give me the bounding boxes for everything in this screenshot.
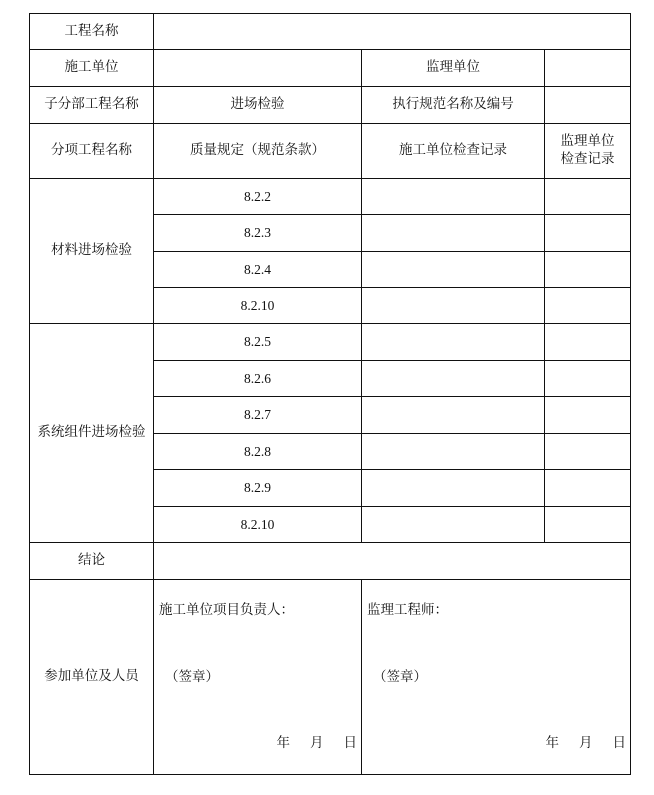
construction-record-cell[interactable] (362, 324, 545, 361)
construction-date-line (257, 735, 358, 753)
table-row (30, 324, 631, 361)
supervision-unit-field[interactable] (545, 50, 631, 87)
clause-cell: 8.2.7 (154, 397, 362, 434)
subproject-name-label: 子分部工程名称 (30, 87, 154, 124)
construction-record-cell[interactable] (362, 434, 545, 470)
project-name-field[interactable] (154, 14, 631, 50)
clause-cell: 8.2.2 (154, 179, 362, 215)
quality-rule-header: 质量规定（规范条款） (154, 124, 362, 179)
table-row (30, 179, 631, 215)
clause-cell: 8.2.9 (154, 470, 362, 507)
supervision-date-line (526, 735, 627, 753)
supervision-record-cell[interactable] (545, 434, 631, 470)
construction-manager-label: 施工单位项目负责人： (159, 602, 294, 618)
supervision-seal-label: （签章） (373, 669, 427, 685)
construction-record-header: 施工单位检查记录 (362, 124, 545, 179)
clause-cell: 8.2.10 (154, 507, 362, 543)
clause-cell: 8.2.3 (154, 215, 362, 252)
group-name-components: 系统组件进场检验 (30, 324, 154, 543)
supervision-record-cell[interactable] (545, 324, 631, 361)
participants-row (30, 580, 631, 775)
construction-unit-label: 施工单位 (30, 50, 154, 87)
construction-record-cell[interactable] (362, 361, 545, 397)
construction-record-cell[interactable] (362, 397, 545, 434)
inspection-table (29, 13, 631, 775)
units-row (30, 50, 631, 87)
month-label: 月 (310, 735, 324, 751)
supervision-record-cell[interactable] (545, 215, 631, 252)
construction-record-cell[interactable] (362, 252, 545, 288)
construction-unit-field[interactable] (154, 50, 362, 87)
construction-record-cell[interactable] (362, 288, 545, 324)
month-label: 月 (579, 735, 593, 751)
supervision-record-header-line1: 监理单位 (560, 133, 615, 150)
standard-field[interactable] (545, 87, 631, 124)
subproject-row (30, 87, 631, 124)
construction-seal-label: （签章） (165, 669, 219, 685)
clause-cell: 8.2.6 (154, 361, 362, 397)
supervision-engineer-label: 监理工程师： (367, 602, 448, 618)
group-name-materials: 材料进场检验 (30, 179, 154, 324)
item-name-header: 分项工程名称 (30, 124, 154, 179)
supervision-unit-label: 监理单位 (362, 50, 545, 87)
inspection-form (29, 13, 630, 772)
clause-cell: 8.2.5 (154, 324, 362, 361)
supervision-record-cell[interactable] (545, 507, 631, 543)
year-label: 年 (276, 735, 290, 751)
project-name-label: 工程名称 (30, 14, 154, 50)
supervision-record-cell[interactable] (545, 397, 631, 434)
construction-record-cell[interactable] (362, 507, 545, 543)
participants-label: 参加单位及人员 (30, 580, 154, 775)
standard-label: 执行规范名称及编号 (362, 87, 545, 124)
supervision-record-cell[interactable] (545, 361, 631, 397)
supervision-record-header (545, 124, 631, 179)
day-label: 日 (612, 735, 627, 751)
supervision-record-cell[interactable] (545, 252, 631, 288)
conclusion-row (30, 543, 631, 580)
subproject-name-value: 进场检验 (154, 87, 362, 124)
column-header-row (30, 124, 631, 179)
construction-sign-block[interactable] (154, 580, 362, 775)
supervision-record-cell[interactable] (545, 470, 631, 507)
conclusion-field[interactable] (154, 543, 631, 580)
supervision-record-header-line2: 检查记录 (560, 151, 615, 167)
construction-record-cell[interactable] (362, 179, 545, 215)
conclusion-label: 结论 (30, 543, 154, 580)
project-name-row (30, 14, 631, 50)
supervision-sign-block[interactable] (362, 580, 631, 775)
construction-record-cell[interactable] (362, 470, 545, 507)
construction-record-cell[interactable] (362, 215, 545, 252)
clause-cell: 8.2.4 (154, 252, 362, 288)
year-label: 年 (545, 735, 560, 751)
supervision-record-cell[interactable] (545, 288, 631, 324)
supervision-record-cell[interactable] (545, 179, 631, 215)
clause-cell: 8.2.8 (154, 434, 362, 470)
day-label: 日 (343, 735, 357, 751)
clause-cell: 8.2.10 (154, 288, 362, 324)
